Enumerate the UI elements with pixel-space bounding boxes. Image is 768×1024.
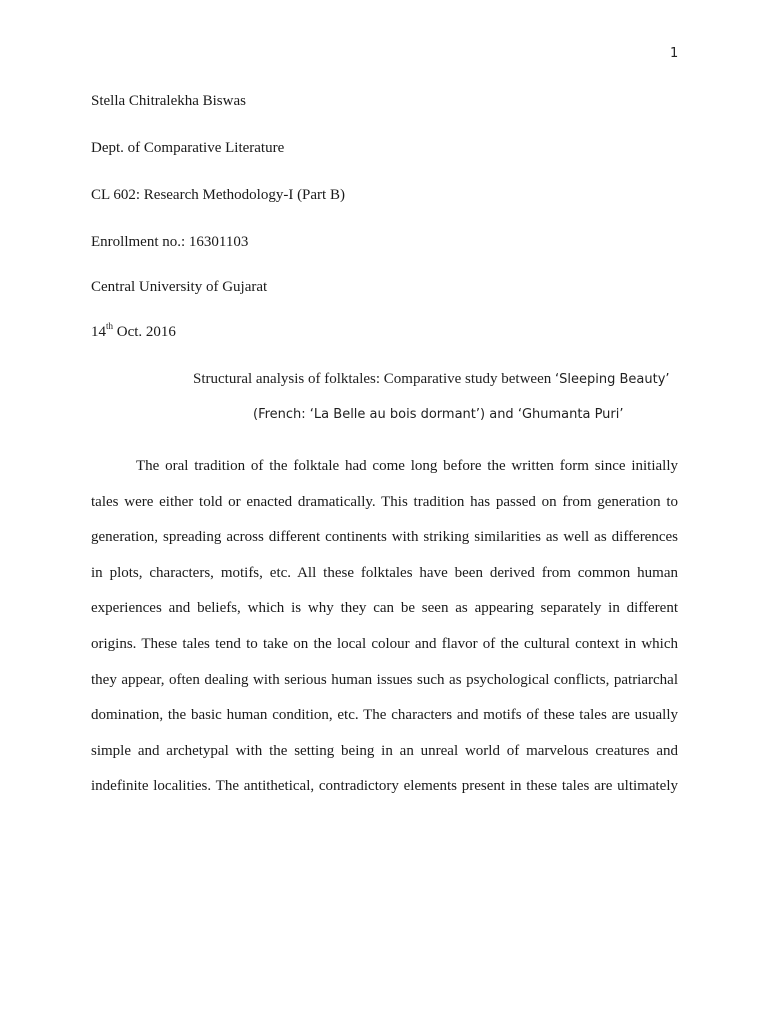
body-line-text: tales were either told or enacted dramatically. This tradition has passed on from generation to xyxy=(91,493,678,510)
body-line xyxy=(91,520,678,556)
date-ordinal-suffix: th xyxy=(106,321,114,331)
title-line-1-part-b: ‘Sleeping Beauty’ xyxy=(555,372,670,387)
body-line xyxy=(91,485,678,521)
body-line xyxy=(91,556,678,592)
title-line-1-part-a: Structural analysis of folktales: Comparative study between xyxy=(193,371,555,387)
body-line-text: generation, spreading across different continents with striking similarities as well as differences xyxy=(91,529,678,546)
body-line-text: domination, the basic human condition, etc. The characters and motifs of these tales are usually xyxy=(91,707,678,724)
body-line xyxy=(91,627,678,663)
body-line-text: they appear, often dealing with serious human issues such as psychological conflicts, patriarchal xyxy=(91,671,678,688)
body-line xyxy=(91,734,678,770)
page-number: 1 xyxy=(670,46,679,61)
date-day: 14 xyxy=(91,324,106,340)
body-line-text: indefinite localities. The antithetical, contradictory elements present in these tales are ultimately xyxy=(91,778,678,795)
course-title: CL 602: Research Methodology-I (Part B) xyxy=(91,187,345,203)
essay-title-line-2: (French: ‘La Belle au bois dormant’) and ‘Ghumanta Puri’ xyxy=(253,407,624,422)
author-name: Stella Chitralekha Biswas xyxy=(91,93,246,109)
university-name: Central University of Gujarat xyxy=(91,279,268,295)
body-line-text: origins. These tales tend to take on the local colour and flavor of the cultural context in which xyxy=(91,635,678,652)
body-line xyxy=(91,449,678,485)
body-line xyxy=(91,591,678,627)
submission-date xyxy=(91,323,176,341)
body-line-text: simple and archetypal with the setting being in an unreal world of marvelous creatures and xyxy=(91,742,678,759)
body-line-text: The oral tradition of the folktale had come long before the written form since initially xyxy=(136,458,678,474)
enrollment-number: Enrollment no.: 16301103 xyxy=(91,234,249,250)
date-month-year: Oct. 2016 xyxy=(113,324,176,340)
body-paragraph xyxy=(91,449,678,805)
department: Dept. of Comparative Literature xyxy=(91,140,285,156)
body-line xyxy=(91,698,678,734)
body-line xyxy=(91,663,678,699)
body-line-text: experiences and beliefs, which is why they can be seen as appearing separately in different xyxy=(91,600,678,617)
body-line-text: in plots, characters, motifs, etc. All these folktales have been derived from common human xyxy=(91,564,678,581)
essay-title-line-1 xyxy=(193,371,670,388)
body-line xyxy=(91,769,678,805)
